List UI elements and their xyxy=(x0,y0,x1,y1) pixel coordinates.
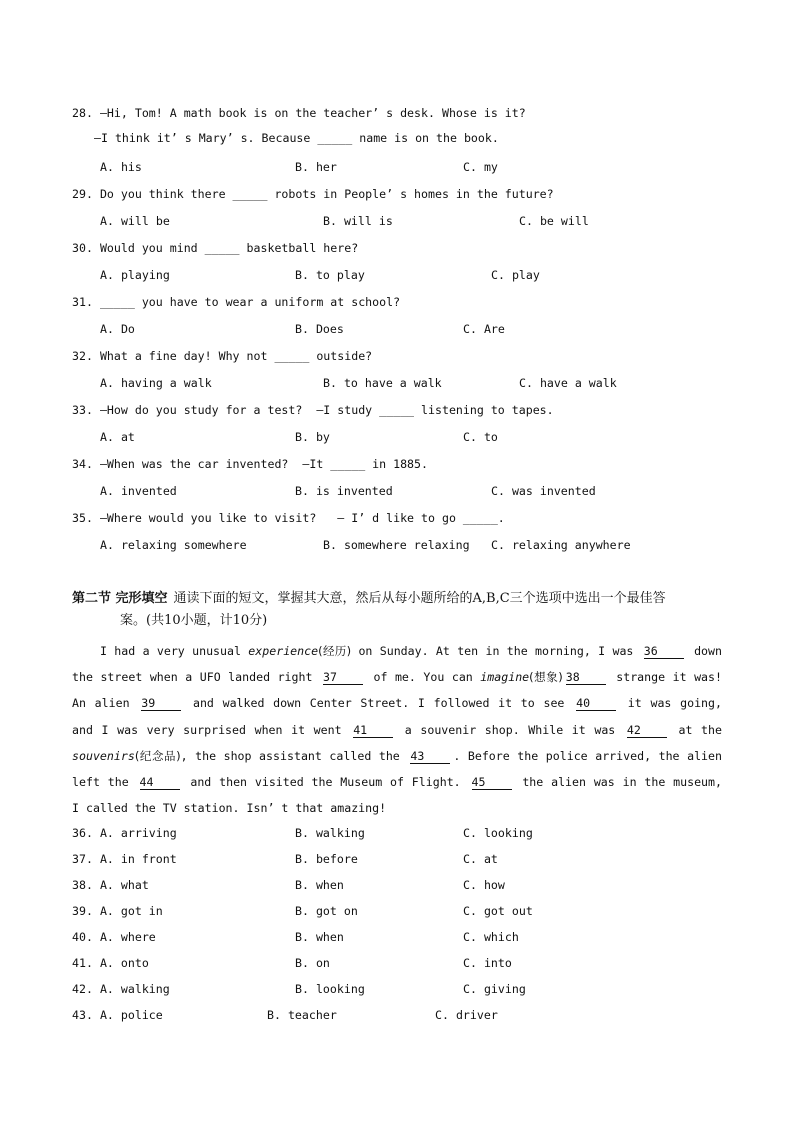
blank-37[interactable]: 37 xyxy=(323,670,363,685)
cloze-42-option-b[interactable]: B. looking xyxy=(295,982,365,996)
blank-41[interactable]: 41 xyxy=(353,723,393,738)
question-32-option-b[interactable]: B. to have a walk xyxy=(323,376,442,390)
section-instruction-continued: 案。(共10小题，计10分) xyxy=(120,613,268,628)
cloze-43-option-c[interactable]: C. driver xyxy=(435,1008,498,1022)
question-32-stem: 32. What a fine day! Why not _____ outside? xyxy=(72,349,373,363)
blank-36[interactable]: 36 xyxy=(644,644,684,659)
question-30-option-a[interactable]: A. playing xyxy=(100,268,170,282)
blank-42[interactable]: 42 xyxy=(627,723,667,738)
cloze-41-option-b[interactable]: B. on xyxy=(295,956,330,970)
cloze-40-option-a[interactable]: 40. A. where xyxy=(72,930,156,944)
question-28-option-b[interactable]: B. her xyxy=(295,160,337,174)
cloze-37-option-c[interactable]: C. at xyxy=(463,852,498,866)
cloze-passage: I had a very unusual experience(经历) on Sunday. At ten in the morning, I was 36 down the street when a UFO landed right 37 of me. You can imagine(想象) 38 strange it was! An alien 39 and walked down Center Street. I followed it to see 40 it was going, and I was very surprised when it went 41 a souvenir shop. While it was 42 at the souvenirs(纪念品), the shop assistant called the 43 . Before the police arrived, the alien left the 44 and then visited the Museum of Flight. 45 the alien was in the museum, I called the TV station. Isn’ t that amazing! xyxy=(72,644,723,816)
cloze-38-option-c[interactable]: C. how xyxy=(463,878,505,892)
question-33-stem: 33. —How do you study for a test? —I study _____ listening to tapes. xyxy=(72,403,554,417)
cloze-36-option-c[interactable]: C. looking xyxy=(463,826,533,840)
cloze-38-option-a[interactable]: 38. A. what xyxy=(72,878,149,892)
question-29-stem: 29. Do you think there _____ robots in People’ s homes in the future? xyxy=(72,187,554,201)
question-31-stem: 31. _____ you have to wear a uniform at school? xyxy=(72,295,401,309)
question-29-option-c[interactable]: C. be will xyxy=(519,214,589,228)
passage-word-imagine: imagine xyxy=(480,670,530,685)
cloze-38-option-b[interactable]: B. when xyxy=(295,878,344,892)
cloze-39-option-a[interactable]: 39. A. got in xyxy=(72,904,163,918)
cloze-43-option-a[interactable]: 43. A. police xyxy=(72,1008,163,1022)
question-28-option-a[interactable]: A. his xyxy=(100,160,142,174)
passage-word-souvenirs: souvenirs xyxy=(72,748,135,763)
question-28-option-c[interactable]: C. my xyxy=(463,160,498,174)
cloze-42-option-a[interactable]: 42. A. walking xyxy=(72,982,170,996)
question-31-option-c[interactable]: C. Are xyxy=(463,322,505,336)
cloze-36-option-b[interactable]: B. walking xyxy=(295,826,365,840)
question-31-option-a[interactable]: A. Do xyxy=(100,322,135,336)
question-30-option-c[interactable]: C. play xyxy=(491,268,540,282)
passage-word-experience: experience xyxy=(248,644,319,658)
question-32-option-c[interactable]: C. have a walk xyxy=(519,376,617,390)
question-33-option-b[interactable]: B. by xyxy=(295,430,330,444)
question-35-option-a[interactable]: A. relaxing somewhere xyxy=(100,538,247,552)
blank-40[interactable]: 40 xyxy=(576,696,616,711)
question-31-option-b[interactable]: B. Does xyxy=(295,322,344,336)
cloze-36-option-a[interactable]: 36. A. arriving xyxy=(72,826,177,840)
question-34-option-c[interactable]: C. was invented xyxy=(491,484,596,498)
cloze-40-option-b[interactable]: B. when xyxy=(295,930,344,944)
section-heading xyxy=(72,588,724,632)
blank-44[interactable]: 44 xyxy=(140,775,180,790)
cloze-40-option-c[interactable]: C. which xyxy=(463,930,519,944)
cloze-37-option-b[interactable]: B. before xyxy=(295,852,358,866)
blank-39[interactable]: 39 xyxy=(141,696,181,711)
question-33-option-c[interactable]: C. to xyxy=(463,430,498,444)
question-35-stem: 35. —Where would you like to visit? — I’ d like to go _____. xyxy=(72,511,505,525)
blank-43[interactable]: 43 xyxy=(410,749,450,764)
question-29-option-b[interactable]: B. will is xyxy=(323,214,393,228)
question-34-option-a[interactable]: A. invented xyxy=(100,484,177,498)
cloze-41-option-c[interactable]: C. into xyxy=(463,956,512,970)
section-title: 第二节 完形填空 xyxy=(72,591,168,606)
question-28-stem-reply: —I think it’ s Mary’ s. Because _____ name is on the book. xyxy=(94,131,499,145)
question-34-option-b[interactable]: B. is invented xyxy=(295,484,393,498)
cloze-42-option-c[interactable]: C. giving xyxy=(463,982,526,996)
question-30-option-b[interactable]: B. to play xyxy=(295,268,365,282)
question-35-option-b[interactable]: B. somewhere relaxing xyxy=(323,538,470,552)
blank-38[interactable]: 38 xyxy=(566,670,606,685)
question-29-option-a[interactable]: A. will be xyxy=(100,214,170,228)
section-instruction: 通读下面的短文，掌握其大意，然后从每小题所给的A,B,C三个选项中选出一个最佳答 xyxy=(173,591,666,606)
question-28-stem: 28. —Hi, Tom! A math book is on the teacher’ s desk. Whose is it? xyxy=(72,106,526,120)
question-35-option-c[interactable]: C. relaxing anywhere xyxy=(491,538,631,552)
blank-45[interactable]: 45 xyxy=(472,775,512,790)
cloze-41-option-a[interactable]: 41. A. onto xyxy=(72,956,149,970)
question-30-stem: 30. Would you mind _____ basketball here? xyxy=(72,241,359,255)
question-32-option-a[interactable]: A. having a walk xyxy=(100,376,212,390)
cloze-37-option-a[interactable]: 37. A. in front xyxy=(72,852,177,866)
cloze-39-option-b[interactable]: B. got on xyxy=(295,904,358,918)
question-33-option-a[interactable]: A. at xyxy=(100,430,135,444)
question-34-stem: 34. —When was the car invented? —It _____ in 1885. xyxy=(72,457,428,471)
cloze-39-option-c[interactable]: C. got out xyxy=(463,904,533,918)
cloze-43-option-b[interactable]: B. teacher xyxy=(267,1008,337,1022)
